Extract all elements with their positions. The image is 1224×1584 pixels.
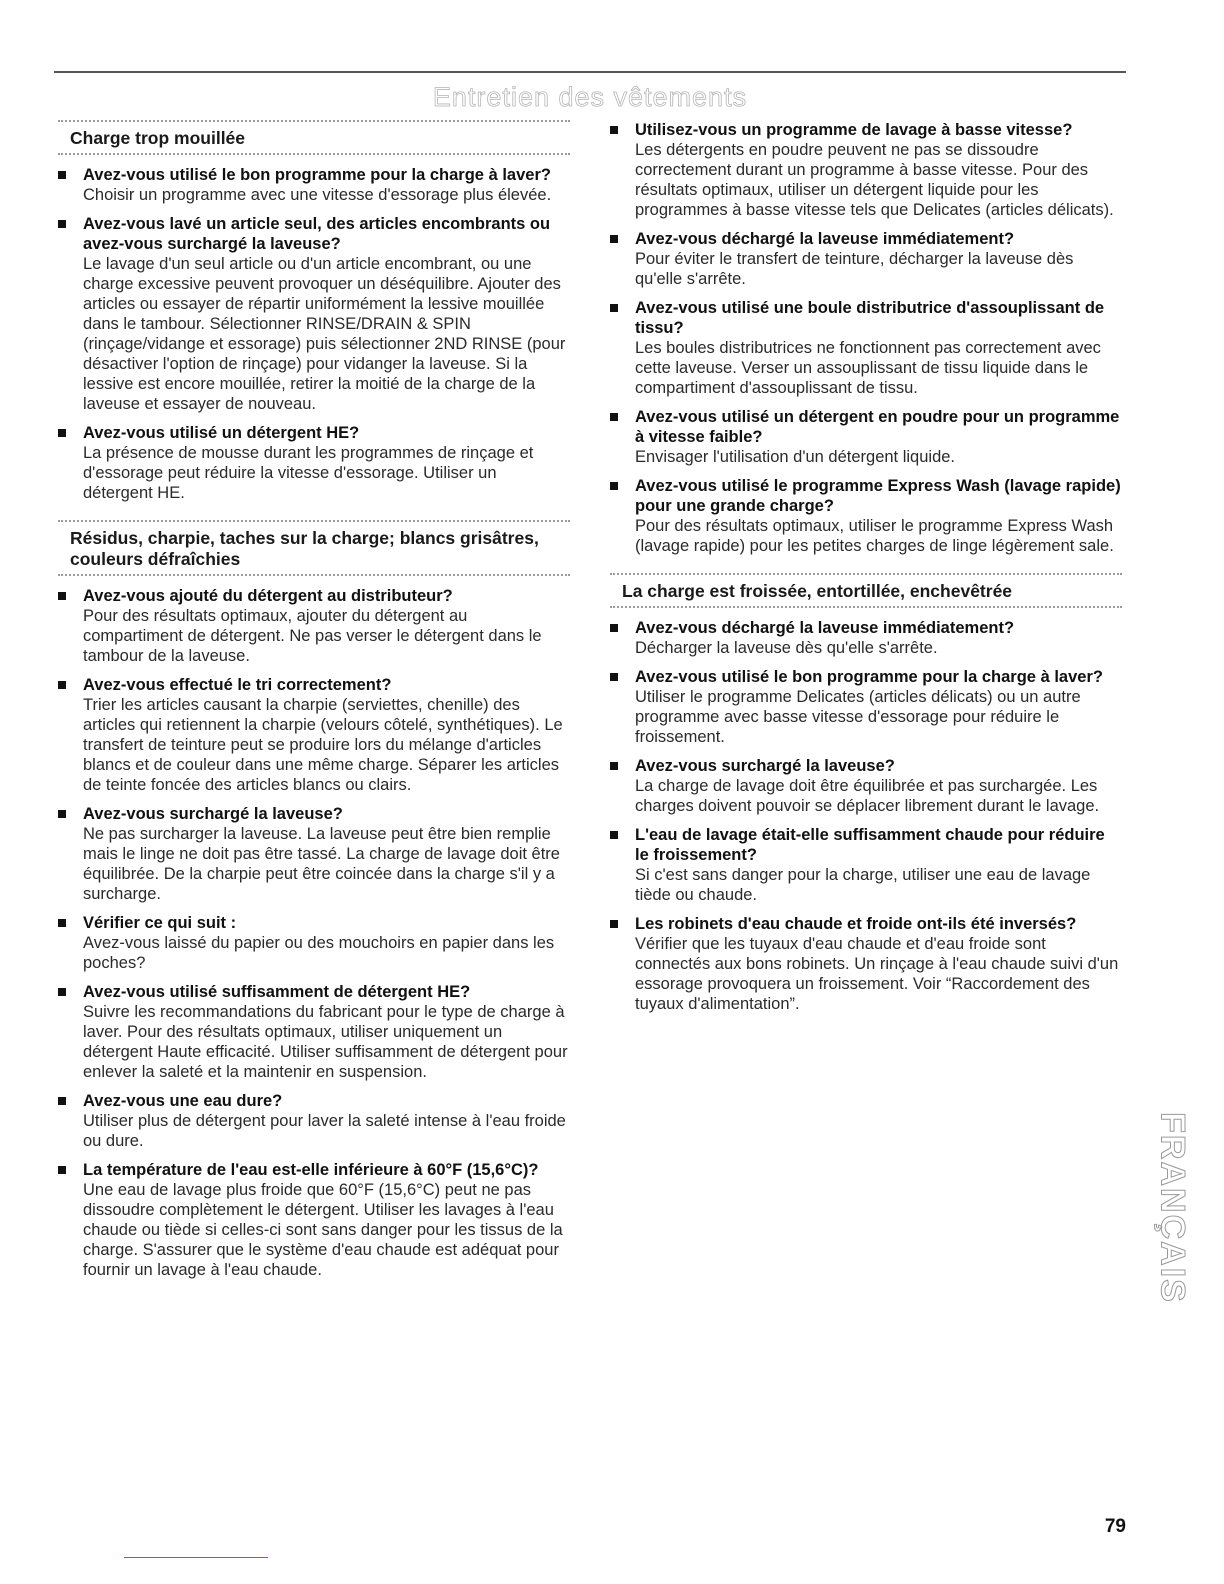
question: Avez-vous ajouté du détergent au distributeur? (83, 587, 453, 605)
square-bullet-icon (610, 126, 618, 134)
language-side-tab (1150, 1076, 1194, 1340)
square-bullet-icon (58, 592, 66, 600)
right-column (610, 120, 1122, 1023)
question: Avez-vous utilisé le programme Express Wash (lavage rapide) pour une grande charge? (635, 477, 1121, 515)
dotted-rule (610, 606, 1122, 608)
question: Avez-vous utilisé le bon programme pour la charge à laver? (83, 166, 551, 184)
answer: Suivre les recommandations du fabricant pour le type de charge à laver. Pour des résultats optimaux, utiliser uniquement un détergent Haute efficacité. Utiliser suffisamment de détergent pour enlever la saleté et la maintenir en suspension. (83, 1003, 568, 1081)
list-item (58, 913, 570, 973)
dotted-rule (58, 574, 570, 576)
list-item (58, 423, 570, 503)
answer: La charge de lavage doit être équilibrée et pas surchargée. Les charges doivent pouvoir se déplacer librement durant le lavage. (635, 777, 1100, 815)
question: Avez-vous utilisé un détergent en poudre pour un programme à vitesse faible? (635, 408, 1120, 446)
answer: Utiliser le programme Delicates (articles délicats) ou un autre programme avec basse vitesse d'essorage pour réduire le froissement. (635, 688, 1081, 746)
list-item (610, 407, 1122, 467)
list-item (58, 982, 570, 1082)
answer: Trier les articles causant la charpie (serviettes, chenille) des articles qui retiennent la charpie (velours côtelé, synthétiques). Le transfert de teinture peut se produire lors du mélange d'articles blancs et de couleur dans une même charge. Séparer les articles de teinte foncée des articles blancs ou clairs. (83, 696, 563, 794)
question: Avez-vous utilisé suffisamment de détergent HE? (83, 983, 471, 1001)
answer: Utiliser plus de détergent pour laver la saleté intense à l'eau froide ou dure. (83, 1112, 566, 1150)
square-bullet-icon (610, 831, 618, 839)
list-item (58, 214, 570, 414)
square-bullet-icon (58, 919, 66, 927)
list-item (58, 1091, 570, 1151)
section-heading-block (610, 573, 1122, 608)
square-bullet-icon (58, 810, 66, 818)
question: Vérifier ce qui suit : (83, 914, 237, 932)
question: Avez-vous déchargé la laveuse immédiatement? (635, 619, 1015, 637)
answer: Pour des résultats optimaux, utiliser le programme Express Wash (lavage rapide) pour les petites charges de linge légèrement sale. (635, 517, 1114, 555)
question: Les robinets d'eau chaude et froide ont-ils été inversés? (635, 915, 1077, 933)
section-heading: La charge est froissée, entortillée, enchevêtrée (622, 581, 1013, 601)
list-item (610, 756, 1122, 816)
answer: Vérifier que les tuyaux d'eau chaude et d'eau froide sont connectés aux bons robinets. Un rinçage à l'eau chaude suivi d'un essorage provoquera un froissement. Voir “Raccordement des tuyaux d'alimentation”. (635, 935, 1119, 1013)
question: La température de l'eau est-elle inférieure à 60°F (15,6°C)? (83, 1161, 539, 1179)
answer: Les boules distributrices ne fonctionnent pas correctement avec cette laveuse. Verser un assouplissant de tissu liquide dans le compartiment d'assouplissant de tissu. (635, 339, 1101, 397)
page-header: Entretien des vêtements (432, 82, 748, 112)
list-item (610, 914, 1122, 1014)
page-number: 79 (1104, 1516, 1126, 1537)
list-item (610, 825, 1122, 905)
answer: Pour éviter le transfert de teinture, décharger la laveuse dès qu'elle s'arrête. (635, 250, 1074, 288)
question: Avez-vous déchargé la laveuse immédiatement? (635, 230, 1015, 248)
list-item (610, 476, 1122, 556)
square-bullet-icon (610, 920, 618, 928)
top-rule (54, 71, 1126, 73)
answer: Envisager l'utilisation d'un détergent liquide. (635, 448, 956, 466)
list-item (58, 1160, 570, 1280)
answer: Les détergents en poudre peuvent ne pas se dissoudre correctement durant un programme à basse vitesse. Pour des résultats optimaux, utiliser un détergent liquide pour les programmes à basse vitesse tels que Delicates (articles délicats). (635, 141, 1114, 219)
question: Avez-vous surchargé la laveuse? (635, 757, 895, 775)
answer: Si c'est sans danger pour la charge, utiliser une eau de lavage tiède ou chaude. (635, 866, 1091, 904)
answer: Ne pas surcharger la laveuse. La laveuse peut être bien remplie mais le linge ne doit pas être tassé. La charge de lavage doit être équilibrée. De la charpie peut être coincée dans la charge s'il y a surcharge. (83, 825, 560, 903)
square-bullet-icon (610, 304, 618, 312)
list-item (610, 618, 1122, 658)
list-item (58, 804, 570, 904)
list-item (610, 667, 1122, 747)
question: Avez-vous lavé un article seul, des articles encombrants ou avez-vous surchargé la laveuse? (83, 215, 551, 253)
answer: Une eau de lavage plus froide que 60°F (15,6°C) peut ne pas dissoudre complètement le détergent. Utiliser les lavages à l'eau chaude ou tiède si celles-ci sont sans danger pour les tissus de la charge. S'assurer que le système d'eau chaude est adéquat pour fournir un lavage à l'eau chaude. (83, 1181, 563, 1279)
language-tab-label: FRANÇAIS (1153, 1112, 1192, 1304)
answer: La présence de mousse durant les programmes de rinçage et d'essorage peut réduire la vitesse d'essorage. Utiliser un détergent HE. (83, 444, 534, 502)
question: Avez-vous une eau dure? (83, 1092, 283, 1110)
list-item (610, 120, 1122, 220)
square-bullet-icon (58, 681, 66, 689)
section-heading-block (58, 520, 570, 576)
section-heading: Charge trop mouillée (70, 128, 246, 148)
answer: Pour des résultats optimaux, ajouter du détergent au compartiment de détergent. Ne pas verser le détergent dans le tambour de la laveuse. (83, 607, 542, 665)
square-bullet-icon (58, 220, 66, 228)
dotted-rule (58, 153, 570, 155)
square-bullet-icon (610, 235, 618, 243)
square-bullet-icon (610, 413, 618, 421)
list-item (58, 165, 570, 205)
square-bullet-icon (610, 673, 618, 681)
square-bullet-icon (58, 988, 66, 996)
list-item (610, 229, 1122, 289)
question: Avez-vous effectué le tri correctement? (83, 676, 392, 694)
list-item (58, 586, 570, 666)
bottom-link-rule (124, 1557, 268, 1558)
list-item (58, 675, 570, 795)
answer: Décharger la laveuse dès qu'elle s'arrête. (635, 639, 938, 657)
left-column (58, 120, 570, 1289)
square-bullet-icon (610, 762, 618, 770)
square-bullet-icon (610, 482, 618, 490)
question: Avez-vous surchargé la laveuse? (83, 805, 343, 823)
answer: Avez-vous laissé du papier ou des mouchoirs en papier dans les poches? (83, 934, 555, 972)
square-bullet-icon (58, 1166, 66, 1174)
section-heading: Résidus, charpie, taches sur la charge; blancs grisâtres, couleurs défraîchies (70, 528, 539, 569)
square-bullet-icon (58, 429, 66, 437)
question: Avez-vous utilisé une boule distributrice d'assouplissant de tissu? (635, 299, 1105, 337)
section-heading-block (58, 120, 570, 155)
square-bullet-icon (610, 624, 618, 632)
question: Utilisez-vous un programme de lavage à basse vitesse? (635, 121, 1073, 139)
square-bullet-icon (58, 1097, 66, 1105)
question: Avez-vous utilisé le bon programme pour la charge à laver? (635, 668, 1103, 686)
square-bullet-icon (58, 171, 66, 179)
answer: Choisir un programme avec une vitesse d'essorage plus élevée. (83, 186, 552, 204)
question: L'eau de lavage était-elle suffisamment chaude pour réduire le froissement? (635, 826, 1105, 864)
answer: Le lavage d'un seul article ou d'un article encombrant, ou une charge excessive peuvent provoquer un déséquilibre. Ajouter des articles ou essayer de répartir uniformément la lessive mouillée dans le tambour. Sélectionner RINSE/DRAIN & SPIN (rinçage/vidange et essorage) puis sélectionner 2ND RINSE (pour désactiver l'option de rinçage) pour vidanger la laveuse. Si la lessive est encore mouillée, retirer la moitié de la charge de la laveuse et essayer de nouveau. (83, 255, 566, 413)
list-item (610, 298, 1122, 398)
question: Avez-vous utilisé un détergent HE? (83, 424, 360, 442)
